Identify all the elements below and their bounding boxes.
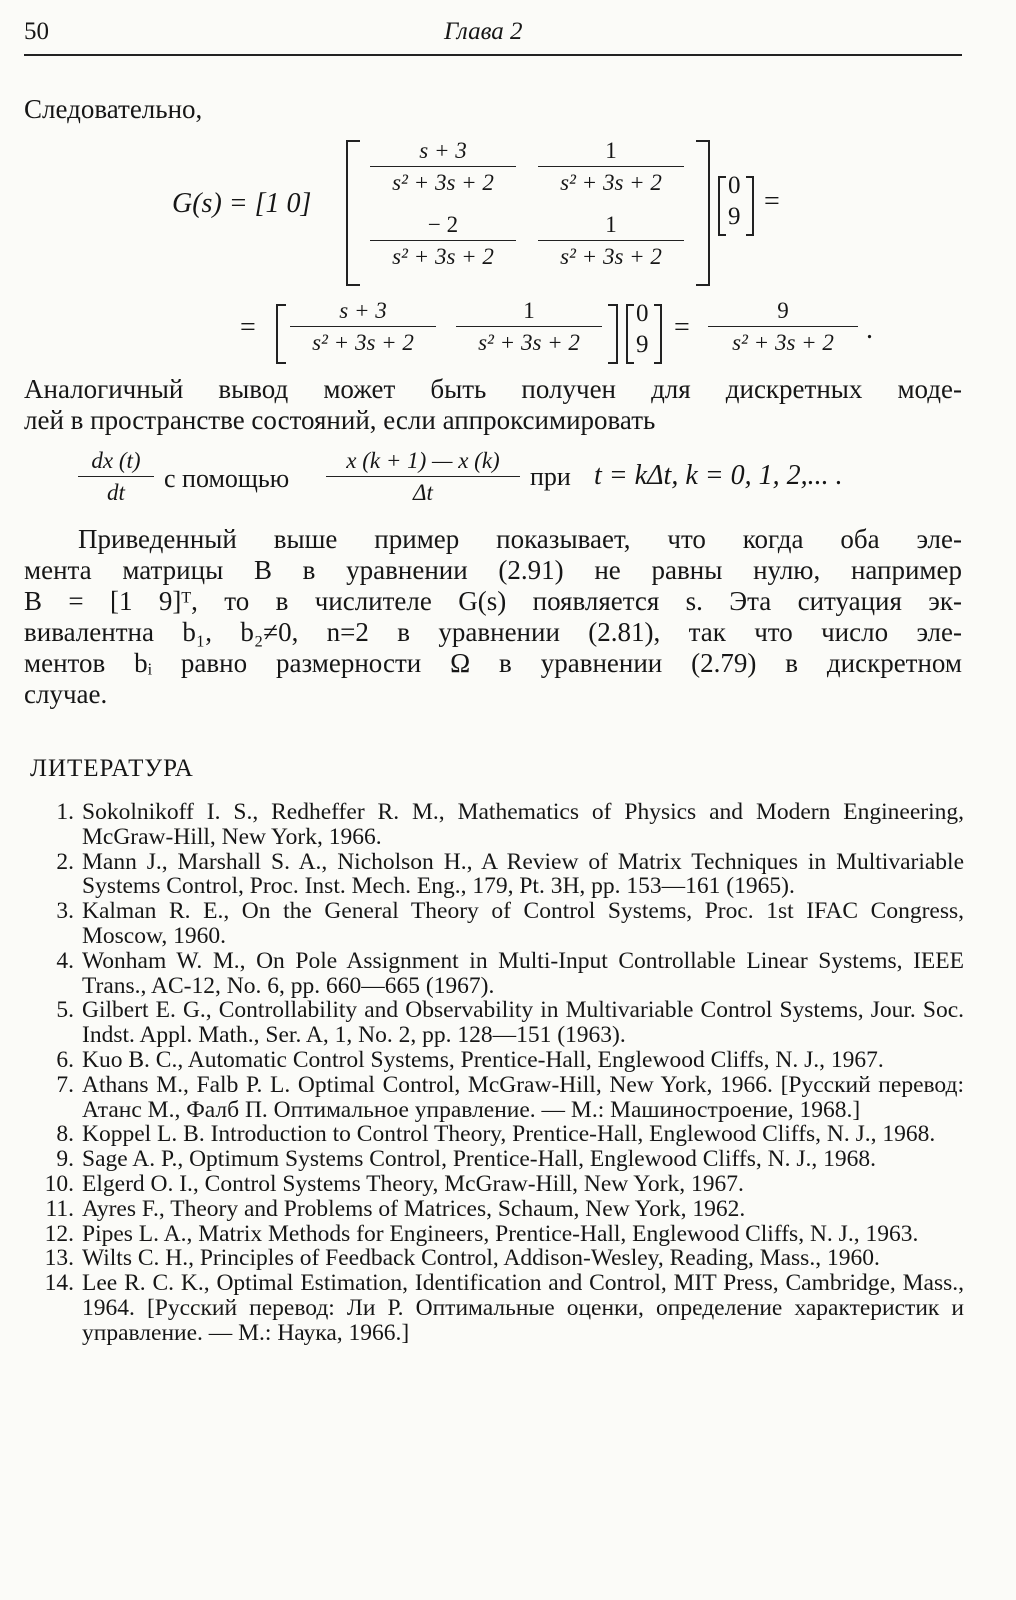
reference-number: 3. — [56, 898, 74, 925]
reference-text: Elgerd O. I., Control Systems Theory, McGraw-Hill, New York, 1967. — [82, 1170, 744, 1197]
eq2-result — [708, 298, 858, 356]
eq2-result-denominator: s² + 3s + 2 — [732, 330, 834, 355]
eq2-a — [290, 298, 436, 356]
paragraph-1-line: Аналогичный вывод может быть получен для дискретных моде- — [24, 374, 962, 404]
eq2-equals-lead: = — [240, 312, 256, 343]
paragraph-1 — [24, 374, 962, 436]
reference-number: 4. — [56, 947, 74, 974]
difference-fraction — [326, 448, 520, 506]
m21-denominator: s² + 3s + 2 — [392, 244, 494, 269]
reference-text: Koppel L. B. Introduction to Control Theory, Prentice-Hall, Englewood Cliffs, N. J., 1968. — [82, 1121, 936, 1148]
paragraph-2-line: вивалентна b₁, b₂≠0, n=2 в уравнении (2.81), так что число эле- — [24, 617, 962, 647]
m11-denominator: s² + 3s + 2 — [392, 170, 494, 195]
reference-number: 10. — [44, 1170, 74, 1197]
m22-numerator: 1 — [538, 212, 684, 241]
reference-text: Lee R. C. K., Optimal Estimation, Identification and Control, MIT Press, Cambridge, Mass., 1964. [Русский перевод: Ли Р. Оптимальные оценки, определение характеристик и управление. — М.: Наука, 1966.] — [82, 1270, 964, 1346]
reference-number: 1. — [56, 799, 74, 825]
m12-denominator: s² + 3s + 2 — [560, 170, 662, 195]
reference-item — [22, 949, 964, 999]
paragraph-2-line: случае. — [24, 679, 108, 709]
eq2-vector-left-bracket — [626, 304, 634, 364]
reference-number: 2. — [56, 848, 74, 875]
reference-item — [22, 1246, 964, 1271]
eq1-lhs: G(s) = [1 0] — [172, 188, 312, 219]
reference-item — [22, 1172, 964, 1197]
reference-number: 5. — [56, 997, 74, 1024]
eq2-result-numerator: 9 — [708, 298, 858, 327]
reference-number: 8. — [56, 1121, 74, 1148]
eq2-a-numerator: s + 3 — [290, 298, 436, 327]
reference-text: Kalman R. E., On the General Theory of Control Systems, Proc. 1st IFAC Congress, Moscow, 1960. — [82, 898, 964, 949]
reference-item — [22, 998, 964, 1048]
derivative-numerator: dx (t) — [78, 448, 154, 477]
reference-number: 7. — [56, 1071, 74, 1098]
eq3-condition: t = kΔt, k = 0, 1, 2,... . — [594, 460, 843, 491]
reference-item — [22, 800, 964, 850]
eq2-left-bracket — [276, 304, 286, 364]
m21-numerator: − 2 — [370, 212, 516, 241]
reference-number: 11. — [45, 1195, 74, 1222]
paragraph-2-line: B = [1 9]ᵀ, то в числителе G(s) появляется s. Эта ситуация эк- — [24, 586, 962, 616]
difference-numerator: x (k + 1) — x (k) — [326, 448, 520, 477]
reference-text: Ayres F., Theory and Problems of Matrices, Schaum, New York, 1962. — [82, 1195, 746, 1222]
paragraph-2 — [24, 524, 962, 710]
reference-text: Kuo B. C., Automatic Control Systems, Prentice-Hall, Englewood Cliffs, N. J., 1967. — [82, 1046, 884, 1073]
eq2-b — [456, 298, 602, 356]
eq2-equals: = — [674, 312, 690, 343]
page-header — [24, 14, 962, 56]
eq2-period: . — [866, 314, 873, 345]
eq2-vec-bottom: 9 — [636, 331, 649, 358]
eq3-at-text: при — [530, 462, 571, 491]
eq3-with-text: с помощью — [164, 464, 290, 493]
reference-item — [22, 1147, 964, 1172]
references-list — [22, 800, 964, 1346]
eq2-b-numerator: 1 — [456, 298, 602, 327]
derivative-fraction — [78, 448, 154, 506]
eq1-m21 — [370, 212, 516, 270]
eq2-vector-right-bracket — [654, 304, 662, 364]
reference-text: Sage A. P., Optimum Systems Control, Prentice-Hall, Englewood Cliffs, N. J., 1968. — [82, 1146, 876, 1173]
eq1-right-bracket — [696, 140, 710, 286]
eq1-vector-left-bracket — [718, 176, 726, 236]
eq1-vec-bottom: 9 — [728, 203, 741, 230]
reference-text: Athans M., Falb P. L. Optimal Control, McGraw-Hill, New York, 1966. [Русский перевод: Атанс М., Фалб П. Оптимальное управление. — М.: Машиностроение, 1968.] — [82, 1071, 964, 1123]
difference-denominator: Δt — [413, 480, 433, 505]
reference-text: Wilts C. H., Principles of Feedback Control, Addison-Wesley, Reading, Mass., 1960. — [82, 1245, 880, 1272]
eq2-a-denominator: s² + 3s + 2 — [312, 330, 414, 355]
reference-number: 13. — [44, 1245, 74, 1272]
reference-text: Wonham W. M., On Pole Assignment in Multi-Input Controllable Linear Systems, IEEE Trans., AC-12, No. 6, pp. 660—665 (1967). — [82, 947, 964, 999]
eq2-right-bracket — [608, 304, 618, 364]
derivative-denominator: dt — [107, 480, 125, 505]
paragraph-1-line: лей в пространстве состояний, если аппроксимировать — [24, 405, 656, 435]
m22-denominator: s² + 3s + 2 — [560, 244, 662, 269]
reference-text: Pipes L. A., Matrix Methods for Engineers, Prentice-Hall, Englewood Cliffs, N. J., 1963. — [82, 1220, 919, 1247]
eq1-m22 — [538, 212, 684, 270]
reference-number: 6. — [56, 1046, 74, 1073]
reference-number: 12. — [44, 1220, 74, 1247]
reference-item — [22, 1222, 964, 1247]
reference-item — [22, 1048, 964, 1073]
reference-item — [22, 1271, 964, 1345]
m11-numerator: s + 3 — [370, 138, 516, 167]
eq1-m12 — [538, 138, 684, 196]
eq1-m11 — [370, 138, 516, 196]
page-number: 50 — [24, 18, 49, 45]
eq1-vector-right-bracket — [746, 176, 754, 236]
paragraph-2-line: мента матрицы B в уравнении (2.91) не равны нулю, например — [24, 555, 962, 585]
paragraph-2-line: ментов bᵢ равно размерности Ω в уравнении (2.79) в дискретном — [24, 648, 962, 678]
reference-text: Mann J., Marshall S. A., Nicholson H., A Review of Matrix Techniques in Multivariable Systems Control, Proc. Inst. Mech. Eng., 179, Pt. 3H, pp. 153—161 (1965). — [82, 848, 964, 900]
m12-numerator: 1 — [538, 138, 684, 167]
eq1-left-bracket — [346, 140, 360, 286]
reference-text: Gilbert E. G., Controllability and Observability in Multivariable Control Systems, Jour. Soc. Indst. Appl. Math., Ser. A, 1, No. 2, pp. 128—151 (1963). — [82, 997, 964, 1049]
reference-item — [22, 1197, 964, 1222]
reference-item — [22, 850, 964, 900]
reference-item — [22, 1073, 964, 1123]
reference-item — [22, 1122, 964, 1147]
chapter-title: Глава 2 — [444, 18, 523, 45]
reference-number: 14. — [44, 1270, 74, 1297]
eq2-b-denominator: s² + 3s + 2 — [478, 330, 580, 355]
reference-text: Sokolnikoff I. S., Redheffer R. M., Mathematics of Physics and Modern Engineering, McGraw-Hill, New York, 1966. — [82, 799, 964, 850]
intro-text: Следовательно, — [24, 94, 203, 124]
eq2-vec-top: 0 — [636, 300, 649, 327]
eq1-equals: = — [764, 186, 780, 217]
reference-item — [22, 899, 964, 949]
reference-number: 9. — [56, 1146, 74, 1173]
eq1-vec-top: 0 — [728, 172, 741, 199]
references-title: ЛИТЕРАТУРА — [30, 755, 194, 782]
paragraph-2-line: Приведенный выше пример показывает, что когда оба эле- — [78, 524, 962, 554]
